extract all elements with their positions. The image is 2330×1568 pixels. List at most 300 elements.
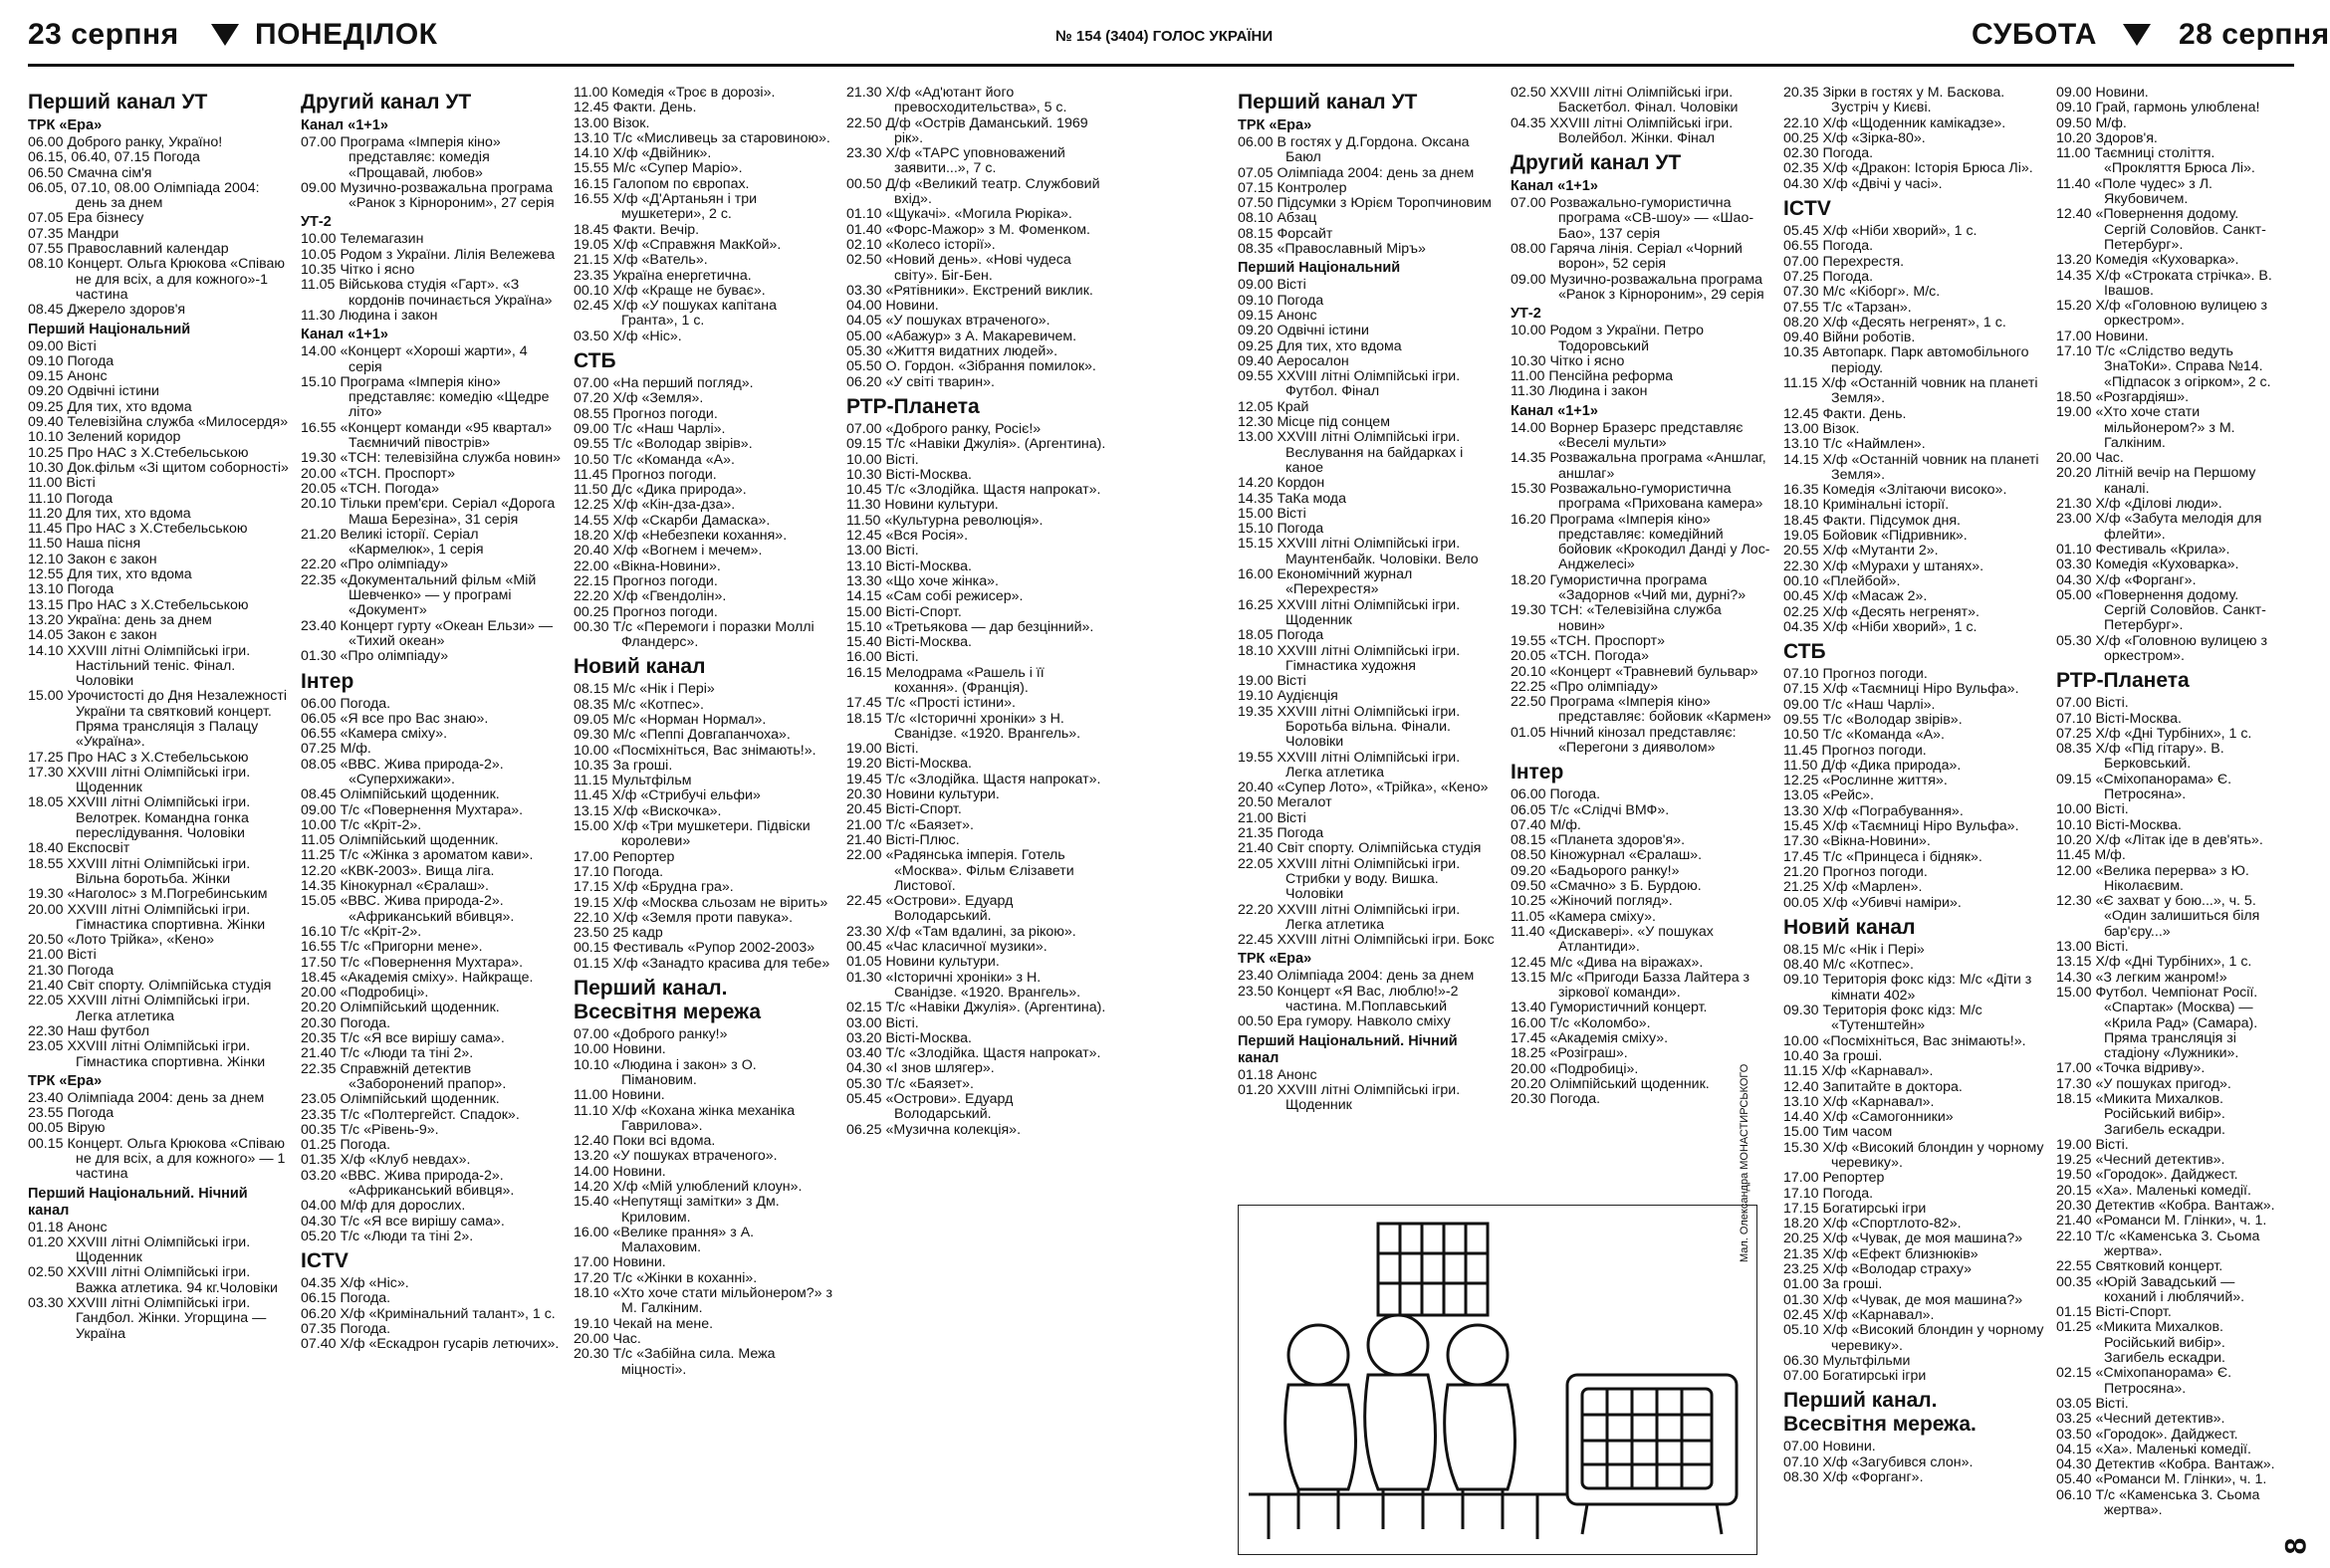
program-entry: 10.00 «Посміхніться, Вас знімають!». — [574, 742, 816, 759]
program-entry: 12.55 Для тих, хто вдома — [28, 566, 192, 583]
channel-subheading: Перший Національний — [28, 321, 191, 337]
program-entry: 14.10 Х/ф «Двійник». — [574, 145, 712, 162]
program-entry: 07.55 Православний календар — [28, 241, 229, 258]
program-entry: 18.10 XXVIII літні Олімпійські ігри. Гімнастика художня — [1238, 642, 1465, 674]
program-entry: 10.45 Т/с «Злодійка. Щастя напрокат». — [846, 482, 1101, 499]
channel-heading: Перший канал УТ — [1238, 91, 1418, 113]
program-entry: 00.15 Концерт. Ольга Крюкова «Співаю не для всіх, а для кожного» — 1 частина — [28, 1135, 290, 1183]
program-entry: 13.10 Погода — [28, 581, 115, 598]
program-entry: 10.35 Автопарк. Парк автомобільного періоду. — [1783, 344, 2033, 376]
tv-column-3 — [574, 86, 834, 1559]
program-entry: 02.10 «Колесо історії». — [846, 236, 996, 253]
program-entry: 08.15 Форсайт — [1238, 225, 1333, 242]
program-entry: 07.35 Мандри — [28, 225, 119, 242]
program-entry: 09.00 Музично-розважальна програма «Ранок з Кірнороним», 29 серія — [1511, 271, 1766, 303]
program-entry: 08.35 «Православный Мiръ» — [1238, 241, 1426, 258]
program-entry: 03.20 Вісті-Москва. — [846, 1029, 972, 1046]
program-entry: 19.55 «ТСН. Проспорт» — [1511, 632, 1665, 649]
program-entry: 08.35 Х/ф «Під гітару». В. Берковський. — [2056, 741, 2228, 773]
program-entry: 22.30 Х/ф «Мурахи у штанях». — [1783, 558, 1984, 574]
program-entry: 10.30 Вісті-Москва. — [846, 466, 972, 483]
program-entry: 15.55 М/с «Супер Маріо». — [574, 160, 743, 177]
program-entry: 09.55 Т/с «Володар звірів». — [574, 436, 753, 453]
program-entry: 13.30 «Що хоче жінка». — [846, 572, 999, 589]
program-entry: 02.15 «Сміхопанорама» Є. Петросяна». — [2056, 1365, 2235, 1397]
channel-heading: Другий канал УТ — [1511, 151, 1682, 175]
program-entry: 11.10 Погода — [28, 490, 114, 507]
tv-column-8 — [2056, 86, 2283, 1559]
program-entry: 07.20 Х/ф «Земля». — [574, 390, 704, 407]
program-entry: 21.00 Вісті — [28, 947, 97, 964]
program-entry: 15.00 Урочистості до Дня Незалежності України та святковий концерт. Пряма трансляція з Палацу «Україна». — [28, 688, 291, 751]
program-entry: 09.10 Погода — [1238, 292, 1324, 309]
program-entry: 08.45 Джерело здоров'я — [28, 302, 186, 319]
program-entry: 08.55 Прогноз погоди. — [574, 405, 718, 422]
program-entry: 20.50 «Лото Трійка», «Кено» — [28, 932, 215, 949]
program-entry: 16.35 Комедія «Злітаючи високо». — [1783, 482, 2007, 499]
program-entry: 11.20 Для тих, хто вдома — [28, 505, 191, 522]
program-entry: 01.40 «Форс-Мажор» з М. Фоменком. — [846, 221, 1090, 238]
program-entry: 18.40 Експосвіт — [28, 840, 130, 857]
program-entry: 14.35 ТаКа мода — [1238, 490, 1346, 507]
program-entry: 10.20 Х/ф «Літак іде в дев'ять». — [2056, 831, 2263, 848]
program-entry: 21.35 Погода — [1238, 825, 1324, 842]
program-entry: 17.50 Т/с «Повернення Мухтара». — [301, 954, 524, 971]
program-entry: 19.00 Вісті. — [846, 741, 919, 758]
channel-heading: Інтер — [301, 669, 354, 693]
page-header — [0, 0, 2330, 68]
program-entry: 01.10 Фестиваль «Крила». — [2056, 541, 2230, 558]
program-entry: 00.25 Прогноз погоди. — [574, 603, 718, 620]
program-entry: 07.25 Погода. — [1783, 268, 1874, 285]
program-entry: 06.05, 07.10, 08.00 Олімпіада 2004: день за днем — [28, 179, 264, 212]
program-entry: 23.05 XXVIII літні Олімпійські ігри. Гімнастика спортивна. Жінки — [28, 1038, 266, 1070]
program-entry: 11.00 Новини. — [574, 1087, 665, 1104]
channel-subheading: Канал «1+1» — [1511, 178, 1598, 195]
program-entry: 10.05 Родом з України. Лілія Вележева — [301, 246, 556, 263]
program-entry: 13.15 М/с «Пригоди Базза Лайтера з зіркової команди». — [1511, 969, 1753, 1002]
program-entry: 06.15 Погода. — [301, 1290, 391, 1307]
program-entry: 04.00 Новини. — [846, 298, 939, 315]
program-entry: 01.30 Х/ф «Чувак, де моя машина?» — [1783, 1291, 2023, 1308]
program-entry: 06.55 «Камера сміху». — [301, 726, 448, 743]
program-entry: 01.05 Нічний кінозал представляє: «Перегони з дияволом» — [1511, 724, 1741, 756]
program-entry: 13.10 Т/с «Наймлен». — [1783, 436, 1926, 453]
program-entry: 08.40 М/с «Котпес». — [1783, 957, 1914, 974]
program-entry: 00.10 Х/ф «Краще не буває». — [574, 282, 766, 299]
program-entry: 12.45 М/с «Дива на віражах». — [1511, 954, 1704, 971]
program-entry: 07.10 Вісті-Москва. — [2056, 710, 2182, 727]
program-entry: 05.00 «Абажур» з А. Макаревичем. — [846, 328, 1077, 344]
program-entry: 17.30 «У пошуках пригод». — [2056, 1075, 2231, 1092]
program-entry: 06.20 «У світі тварин». — [846, 373, 995, 390]
program-entry: 22.35 Справжній детектив «Заборонений прапор». — [301, 1060, 507, 1092]
program-entry: 17.10 Погода. — [1783, 1185, 1874, 1202]
program-entry: 11.45 М/ф. — [2056, 847, 2126, 864]
program-entry: 14.20 Кордон — [1238, 475, 1325, 492]
program-entry: 11.00 Вісті — [28, 475, 96, 492]
program-entry: 13.00 Вісті. — [2056, 939, 2129, 956]
program-entry: 05.30 Т/с «Баязет». — [846, 1075, 974, 1092]
program-entry: 23.30 Х/ф «ТАРС уповноважений заявити...», 7 с. — [846, 145, 1069, 177]
program-entry: 23.40 Олімпіада 2004: день за днем — [28, 1089, 265, 1106]
program-entry: 11.00 Комедія «Троє в дорозі». — [574, 85, 776, 101]
program-entry: 08.00 Гаряча лінія. Серіал «Чорний ворон», 52 серія — [1511, 241, 1747, 273]
program-entry: 20.00 Час. — [2056, 450, 2124, 467]
program-entry: 09.20 «Бадьорого ранку!» — [1511, 862, 1680, 879]
program-entry: 17.15 Богатирські ігри — [1783, 1200, 1927, 1217]
program-entry: 02.45 Х/ф «Карнавал». — [1783, 1306, 1935, 1323]
program-entry: 18.55 XXVIII літні Олімпійські ігри. Вільна боротьба. Жінки — [28, 855, 255, 887]
program-entry: 11.40 «Поле чудес» з Л. Якубовичем. — [2056, 175, 2216, 208]
program-entry: 03.05 Вісті. — [2056, 1395, 2129, 1412]
page-number: 8 — [2279, 1537, 2313, 1555]
program-entry: 23.35 Україна енергетична. — [574, 267, 752, 284]
program-entry: 03.50 «Городок». Дайджест. — [2056, 1426, 2238, 1443]
program-entry: 13.20 Україна: день за днем — [28, 611, 212, 628]
program-entry: 15.00 Футбол. Чемпіонат Росії. «Спартак» (Москва) — «Крила Рад» (Самара). Пряма трансляція зі стадіону «Лужники». — [2056, 984, 2262, 1062]
cartoon-caption: Мал. Олександра МОНАСТИРСЬКОГО — [1739, 1063, 1750, 1262]
program-entry: 20.35 Зірки в гостях у М. Баскова. Зустріч у Києві. — [1783, 85, 2009, 116]
program-entry: 14.15 Х/ф «Останній човник на планеті Земля». — [1783, 451, 2043, 483]
program-entry: 02.50 XXVIII літні Олімпійські ігри. Баскетбол. Фінал. Чоловіки — [1511, 85, 1739, 116]
program-entry: 07.00 Програма «Імперія кіно» представляє: комедія «Прощавай, любов» — [301, 134, 505, 181]
program-entry: 05.40 «Романси М. Глінки», ч. 1. — [2056, 1471, 2267, 1488]
program-entry: 03.50 Х/ф «Ніс». — [574, 328, 682, 344]
program-entry: 23.40 Олімпіада 2004: день за днем — [1238, 968, 1475, 985]
program-entry: 20.25 Х/ф «Чувак, де моя машина?» — [1783, 1231, 2023, 1247]
program-entry: 06.50 Смачна сім'я — [28, 164, 152, 181]
program-entry: 07.10 Прогноз погоди. — [1783, 666, 1928, 683]
program-entry: 22.10 Х/ф «Щоденник камікадзе». — [1783, 114, 2006, 131]
program-entry: 18.45 Факти. Підсумок дня. — [1783, 512, 1961, 529]
program-entry: 09.00 Вісті — [1238, 277, 1306, 294]
program-entry: 07.55 Т/с «Тарзан». — [1783, 299, 1912, 316]
program-entry: 02.25 Х/ф «Десять негренят». — [1783, 603, 1980, 620]
program-entry: 11.30 Людина і закон — [301, 307, 438, 324]
channel-subheading: Перший Національний — [1238, 260, 1401, 277]
program-entry: 00.05 Вірую — [28, 1120, 106, 1137]
channel-heading: Другий канал УТ — [301, 91, 472, 113]
program-entry: 14.15 «Сам собі режисер». — [846, 588, 1024, 605]
channel-heading: Новий канал — [1783, 915, 1916, 939]
program-entry: 22.35 «Документальний фільм «Мій Шевченко» — у програмі «Документ» — [301, 571, 541, 619]
program-entry: 09.15 «Сміхопанорама» Є. Петросяна». — [2056, 771, 2235, 803]
program-entry: 07.00 «На перший погляд». — [574, 375, 754, 392]
program-entry: 14.35 Кінокурнал «Єралаш». — [301, 878, 489, 895]
program-entry: 17.30 «Вікна-Новини». — [1783, 833, 1931, 850]
program-entry: 22.55 Святковий концерт. — [2056, 1258, 2223, 1275]
program-entry: 14.00 Ворнер Бразерс представляє «Веселі мульти» — [1511, 419, 1748, 452]
program-entry: 00.05 Х/ф «Убивчі наміри». — [1783, 894, 1962, 911]
program-entry: 07.00 Розважально-гумористична програма «СВ-шоу» — «Шао-Бао», 137 серія — [1511, 195, 1754, 242]
program-entry: 10.00 Вісті. — [2056, 801, 2129, 818]
program-entry: 17.45 «Академія сміху». — [1511, 1030, 1669, 1047]
program-entry: 09.50 М/ф. — [2056, 114, 2127, 131]
program-entry: 19.00 Вісті. — [2056, 1136, 2129, 1153]
program-entry: 12.25 Х/ф «Кін-дза-дза». — [574, 497, 736, 514]
program-entry: 20.40 «Супер Лото», «Трійка», «Кено» — [1238, 780, 1489, 796]
program-entry: 23.30 Х/ф «Там вдалині, за рікою». — [846, 923, 1076, 940]
program-entry: 17.45 Т/с «Прості істини». — [846, 695, 1016, 712]
program-entry: 22.50 Програма «Імперія кіно» представляє: бойовик «Кармен» — [1511, 694, 1771, 726]
program-entry: 16.10 Т/с «Кріт-2». — [301, 923, 422, 940]
program-entry: 16.55 Т/с «Пригорни мене». — [301, 939, 483, 956]
program-entry: 17.00 Репортер — [574, 848, 675, 865]
program-entry: 13.20 Комедія «Куховарка». — [2056, 252, 2239, 269]
program-entry: 20.05 «ТСН. Погода» — [301, 480, 439, 497]
program-entry: 10.00 Вісті. — [846, 451, 919, 468]
program-entry: 12.30 «Є захват у бою...», ч. 5. «Один залишиться біля бар'єру...» — [2056, 893, 2264, 940]
program-entry: 04.35 Х/ф «Ніби хворий», 1 с. — [1783, 618, 1978, 635]
program-entry: 03.00 Вісті. — [846, 1014, 919, 1031]
program-entry: 09.55 Т/с «Володар звірів». — [1783, 711, 1963, 728]
program-entry: 00.50 Ера гумору. Навколо сміху — [1238, 1013, 1451, 1030]
program-entry: 22.50 Д/ф «Острів Даманський. 1969 рік». — [846, 114, 1092, 146]
program-entry: 07.40 М/ф. — [1511, 816, 1581, 833]
program-entry: 12.10 Закон є закон — [28, 551, 157, 567]
program-entry: 04.00 М/ф для дорослих. — [301, 1198, 466, 1215]
program-entry: 22.00 «Вікна-Новини». — [574, 558, 721, 574]
program-entry: 19.00 «Хто хоче стати мільйонером?» з М. Галкіним. — [2056, 404, 2239, 451]
program-entry: 15.20 Х/ф «Головною вулицею з оркестром». — [2056, 298, 2271, 330]
program-entry: 01.30 «Історичні хроніки» з Н. Сванідзе. «1920. Врангель». — [846, 969, 1081, 1001]
program-entry: 23.50 Концерт «Я Вас, люблю!»-2 частина. М.Поплавський — [1238, 983, 1463, 1015]
program-entry: 11.05 Олімпійський щоденник. — [301, 832, 499, 849]
program-entry: 18.20 Гумористична програма «Задорнов «Чий ми, дурні?» — [1511, 571, 1747, 604]
program-entry: 14.00 «Концерт «Хороші жарти», 4 серія — [301, 343, 532, 375]
channel-heading: СТБ — [1783, 640, 1826, 664]
program-entry: 17.10 Погода. — [574, 863, 664, 880]
program-entry: 19.00 Вісті — [1238, 673, 1306, 690]
program-entry: 17.00 «Точка відриву». — [2056, 1060, 2206, 1077]
channel-subheading: ТРК «Ера» — [1238, 951, 1312, 968]
program-entry: 12.45 «Вся Росія». — [846, 528, 969, 545]
program-entry: 09.10 Погода — [28, 352, 115, 369]
program-entry: 09.40 Аеросалон — [1238, 352, 1349, 369]
program-entry: 20.00 «Подробиці». — [301, 985, 429, 1002]
program-entry: 20.05 «ТСН. Погода» — [1511, 648, 1649, 665]
program-entry: 06.30 Мультфільми — [1783, 1352, 1911, 1369]
program-entry: 22.20 XXVIII літні Олімпійські ігри. Легка атлетика — [1238, 901, 1465, 933]
program-entry: 09.15 Т/с «Навіки Джулія». (Аргентина). — [846, 436, 1106, 453]
program-entry: 21.00 Т/с «Баязет». — [846, 816, 974, 833]
program-entry: 13.10 Х/ф «Карнавал». — [1783, 1093, 1935, 1110]
channel-heading: Перший канал. Всесвітня мережа. — [1783, 1389, 1977, 1437]
header-rule — [28, 64, 2294, 67]
program-entry: 15.30 Розважально-гумористична програма «Прихована камера» — [1511, 480, 1763, 513]
program-entry: 12.25 «Рослинне життя». — [1783, 773, 1948, 789]
program-entry: 11.50 Наша пісня — [28, 536, 141, 553]
program-entry: 10.25 Про НАС з Х.Стебельською — [28, 444, 249, 461]
program-entry: 15.45 Х/ф «Таємниці Ніро Вульфа». — [1783, 818, 2019, 835]
program-entry: 10.30 Док.фільм «Зі щитом соборності» — [28, 459, 289, 476]
program-entry: 11.15 Мультфільм — [574, 773, 692, 789]
program-entry: 09.30 М/с «Пеппі Довгапанчоха». — [574, 727, 791, 744]
program-entry: 10.10 «Людина і закон» з О. Пімановим. — [574, 1056, 761, 1088]
program-entry: 15.00 Вісті-Спорт. — [846, 603, 962, 620]
program-entry: 07.05 Олімпіада 2004: день за днем — [1238, 164, 1475, 181]
program-entry: 05.20 Т/с «Люди та тіні 2». — [301, 1228, 474, 1244]
program-entry: 06.10 Т/с «Каменська 3. Сьома жертва». — [2056, 1486, 2264, 1519]
program-entry: 07.00 Богатирські ігри — [1783, 1368, 1927, 1385]
program-entry: 07.15 Контролер — [1238, 179, 1347, 196]
cartoon-illustration — [1238, 1205, 1757, 1555]
program-entry: 22.20 «Про олімпіаду» — [301, 557, 449, 573]
program-entry: 07.35 Погода. — [301, 1321, 391, 1338]
program-entry: 18.25 «Розіграш». — [1511, 1045, 1628, 1062]
program-entry: 01.20 XXVIII літні Олімпійські ігри. Щоденник — [28, 1233, 255, 1266]
program-entry: 21.40 Світ спорту. Олімпійська студія — [28, 978, 272, 995]
program-entry: 11.45 Прогноз погоди. — [574, 466, 717, 483]
program-entry: 19.45 Т/с «Злодійка. Щастя напрокат». — [846, 771, 1101, 787]
program-entry: 21.15 Х/ф «Ватель». — [574, 252, 708, 269]
program-entry: 18.20 Х/ф «Спортлото-82». — [1783, 1216, 1962, 1232]
program-entry: 19.10 Аудієнція — [1238, 688, 1338, 705]
program-entry: 09.10 Грай, гармонь улюблена! — [2056, 100, 2260, 116]
program-entry: 08.45 Олімпійський щоденник. — [301, 786, 500, 803]
program-entry: 21.35 Х/ф «Ефект близнюків» — [1783, 1245, 1979, 1262]
program-entry: 01.20 XXVIII літні Олімпійські ігри. Щоденник — [1238, 1081, 1465, 1114]
program-entry: 01.15 Х/ф «Занадто красива для тебе» — [574, 955, 830, 972]
right-day: СУБОТА — [1972, 18, 2097, 51]
program-entry: 07.05 Ера бізнесу — [28, 210, 144, 227]
right-date: 28 серпня — [2179, 18, 2330, 51]
program-entry: 10.50 Т/с «Команда «А». — [574, 451, 735, 468]
program-entry: 00.25 Х/ф «Зірка-80». — [1783, 129, 1926, 146]
program-entry: 09.00 Вісті — [28, 337, 97, 354]
program-entry: 16.00 Економічний журнал «Перехрестя» — [1238, 566, 1417, 598]
program-entry: 22.10 Х/ф «Земля проти павука». — [574, 909, 794, 926]
program-entry: 04.30 Х/ф «Форганг». — [2056, 571, 2197, 588]
program-entry: 05.30 Х/ф «Головною вулицею з оркестром». — [2056, 632, 2271, 664]
program-entry: 20.10 «Концерт «Травневий бульвар» — [1511, 663, 1758, 680]
program-entry: 04.05 «У пошуках втраченого». — [846, 313, 1050, 330]
program-entry: 06.00 Погода. — [301, 695, 391, 712]
program-entry: 20.20 Олімпійський щоденник. — [1511, 1075, 1710, 1092]
program-entry: 01.10 «Щукачі». «Могила Рюріка». — [846, 206, 1072, 223]
program-entry: 14.35 Х/ф «Строката стрічка». В. Івашов. — [2056, 267, 2276, 299]
program-entry: 06.05 Т/с «Слідчі ВМФ». — [1511, 801, 1670, 818]
channel-subheading: Канал «1+1» — [301, 327, 388, 343]
tv-column-2 — [301, 86, 562, 1559]
channel-heading: Інтер — [1511, 761, 1564, 784]
program-entry: 21.40 «Романси М. Глінки», ч. 1. — [2056, 1213, 2267, 1230]
program-entry: 12.40 Поки всі вдома. — [574, 1133, 716, 1150]
program-entry: 08.50 Кіножурнал «Єралаш». — [1511, 847, 1703, 864]
program-entry: 09.00 Т/с «Повернення Мухтара». — [301, 801, 524, 818]
program-entry: 22.25 «Про олімпіаду» — [1511, 678, 1659, 695]
program-entry: 07.00 Перехрестя. — [1783, 253, 1905, 270]
program-entry: 20.20 Олімпійський щоденник. — [301, 1000, 500, 1016]
program-entry: 17.20 Т/с «Жінки в коханні». — [574, 1269, 758, 1286]
program-entry: 10.00 Родом з України. Петро Тодоровський — [1511, 323, 1708, 354]
program-entry: 20.50 Мегалот — [1238, 794, 1332, 811]
channel-subheading: УТ-2 — [301, 214, 332, 231]
program-entry: 03.25 «Чесний детектив». — [2056, 1411, 2225, 1428]
program-entry: 20.55 Х/ф «Мутанти 2». — [1783, 543, 1939, 560]
program-entry: 08.35 М/с «Котпес». — [574, 696, 704, 713]
program-entry: 15.15 XXVIII літні Олімпійські ігри. Маунтенбайк. Чоловіки. Вело — [1238, 536, 1479, 567]
program-entry: 20.20 Літній вечір на Першому каналі. — [2056, 465, 2260, 497]
program-entry: 11.00 Пенсійна реформа — [1511, 368, 1674, 385]
channel-subheading: ТРК «Ера» — [28, 117, 103, 133]
program-entry: 21.40 Світ спорту. Олімпійська студія — [1238, 840, 1482, 857]
program-entry: 19.55 XXVIII літні Олімпійські ігри. Легка атлетика — [1238, 749, 1465, 781]
program-entry: 07.00 «Доброго ранку!» — [574, 1026, 728, 1043]
program-entry: 20.40 Х/ф «Вогнем і мечем». — [574, 543, 763, 560]
program-entry: 04.30 «І знов шлягер». — [846, 1060, 995, 1077]
program-entry: 10.20 Здоров'я. — [2056, 129, 2158, 146]
program-entry: 12.00 «Велика перерва» з Ю. Ніколаєвим. — [2056, 862, 2253, 894]
program-entry: 17.30 XXVIII літні Олімпійські ігри. Щоденник — [28, 764, 255, 796]
program-entry: 17.00 Репортер — [1783, 1170, 1885, 1187]
program-entry: 21.20 Великі історії. Серіал «Кармелюк», 1 серія — [301, 526, 484, 559]
program-entry: 11.25 Т/с «Жінка з ароматом кави». — [301, 847, 534, 864]
program-entry: 19.30 ТСН: «Телевізійна служба новин» — [1511, 602, 1726, 634]
program-entry: 22.30 Наш футбол — [28, 1022, 149, 1039]
program-entry: 16.00 Вісті. — [846, 649, 919, 666]
channel-subheading: ТРК «Ера» — [28, 1072, 103, 1089]
program-entry: 21.25 Х/ф «Марлен». — [1783, 879, 1923, 896]
program-entry: 01.05 Новини культури. — [846, 954, 1000, 971]
program-entry: 23.35 Т/с «Полтергейст. Спадок». — [301, 1106, 520, 1123]
program-entry: 22.05 XXVIII літні Олімпійські ігри. Стрибки у воду. Вишка. Чоловіки — [1238, 855, 1465, 903]
program-entry: 20.00 «Подробиці». — [1511, 1060, 1639, 1077]
program-entry: 16.25 XXVIII літні Олімпійські ігри. Щоденник — [1238, 596, 1465, 628]
program-entry: 13.05 «Рейс». — [1783, 787, 1874, 804]
program-entry: 11.30 Новини культури. — [846, 497, 999, 514]
program-entry: 09.00 Т/с «Наш Чарлі». — [574, 420, 726, 437]
program-entry: 00.10 «Плейбой». — [1783, 572, 1901, 589]
program-entry: 05.50 О. Гордон. «Зібрання помилок». — [846, 358, 1096, 375]
program-entry: 12.45 Факти. День. — [574, 100, 697, 116]
program-entry: 16.00 Т/с «Коломбо». — [1511, 1014, 1651, 1031]
program-entry: 08.20 Х/ф «Десять негренят», 1 с. — [1783, 314, 2006, 331]
program-entry: 03.30 Комедія «Куховарка». — [2056, 557, 2239, 573]
program-entry: 13.10 Вісті-Москва. — [846, 558, 972, 574]
program-entry: 10.10 Вісті-Москва. — [2056, 816, 2182, 833]
channel-heading: РТР-Планета — [2056, 669, 2190, 693]
program-entry: 02.45 Х/ф «У пошуках капітана Гранта», 1 с. — [574, 298, 781, 330]
program-entry: 15.40 Вісті-Москва. — [846, 634, 972, 651]
left-date: 23 серпня — [28, 18, 179, 51]
program-entry: 12.40 «Повернення додому. Сергій Соловйов. Санкт-Петербург». — [2056, 206, 2266, 253]
triangle-down-icon — [211, 24, 239, 46]
program-entry: 07.40 Х/ф «Ескадрон гусарів летючих». — [301, 1336, 560, 1353]
program-entry: 09.05 М/с «Норман Нормал». — [574, 711, 767, 728]
tv-column-7 — [1783, 85, 2048, 1559]
program-entry: 01.18 Анонс — [1238, 1066, 1317, 1083]
channel-subheading: УТ-2 — [1511, 306, 1541, 323]
program-entry: 01.25 Погода. — [301, 1137, 391, 1154]
program-entry: 02.50 XXVIII літні Олімпійські ігри. Важка атлетика. 94 кг.Чоловіки — [28, 1264, 278, 1296]
program-entry: 09.00 Новини. — [2056, 85, 2149, 101]
program-entry: 14.40 Х/ф «Самогонники» — [1783, 1109, 1954, 1126]
program-entry: 10.50 Т/с «Команда «А». — [1783, 727, 1945, 744]
program-entry: 00.45 Х/ф «Масаж 2». — [1783, 588, 1928, 605]
program-entry: 13.30 Х/ф «Пограбування». — [1783, 802, 1964, 819]
program-entry: 15.10 «Третьякова — дар безцінний». — [846, 618, 1094, 635]
program-entry: 09.20 Одвічні істини — [28, 383, 159, 400]
program-entry: 09.10 Територія фокс кідз: М/с «Діти з кімнати 402» — [1783, 972, 2036, 1004]
program-entry: 23.25 Х/ф «Володар страху» — [1783, 1261, 1973, 1278]
program-entry: 21.00 Вісті — [1238, 809, 1306, 826]
program-entry: 11.05 Військова студія «Гарт». «З кордонів починається Україна» — [301, 277, 553, 309]
program-entry: 19.05 Бойовик «Підривник». — [1783, 528, 1968, 545]
program-entry: 10.00 Новини. — [574, 1041, 666, 1058]
program-entry: 09.40 Війни роботів. — [1783, 330, 1916, 346]
